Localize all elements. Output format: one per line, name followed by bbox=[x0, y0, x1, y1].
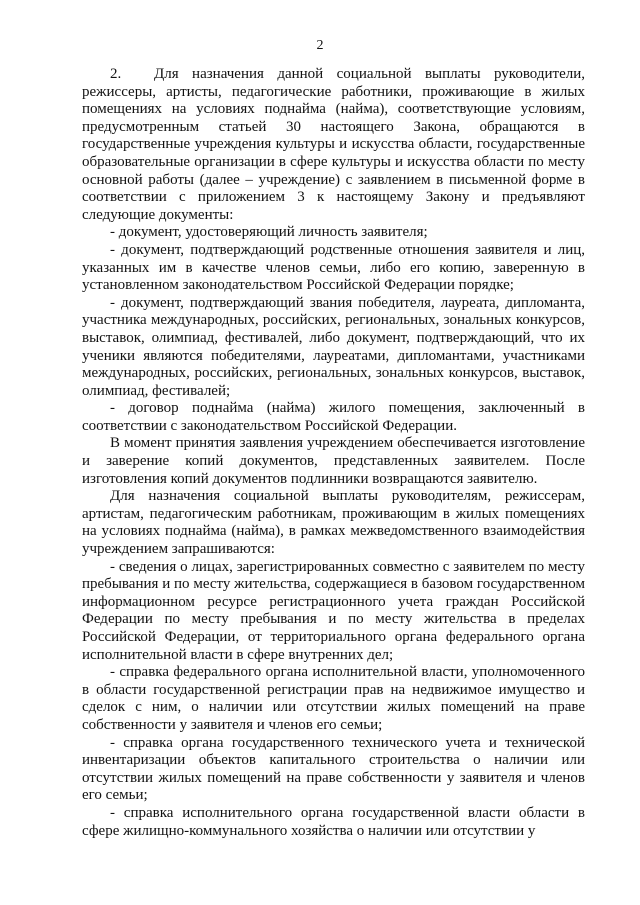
list-item-kinship-document: - документ, подтверждающий родственные отношения заявителя и лиц, указанных им в качестве членов семьи, либо его копию, заверенную в установленном законодательством Российской Федерации порядке; bbox=[82, 241, 585, 294]
list-item-registration-info: - сведения о лицах, зарегистрированных совместно с заявителем по месту пребывания и по месту жительства, содержащиеся в базовом государственном информационном ресурсе регистрационного учета граждан Российской Федерации по месту пребывания и по месту жительства в пределах Российской Федерации, от территориального органа федерального органа исполнительной власти в сфере внутренних дел; bbox=[82, 558, 585, 663]
paragraph-interagency-requests: Для назначения социальной выплаты руководителям, режиссерам, артистам, педагогическим работникам, проживающим в жилых помещениях на условиях поднайма (найма), в рамках межведомственного взаимодействия учреждением запрашиваются: bbox=[82, 488, 585, 558]
clause-number: 2. bbox=[110, 66, 122, 82]
list-item-title-document: - документ, подтверждающий звания победителя, лауреата, дипломанта, участника международных, российских, региональных, зональных конкурсов, выставок, олимпиад, фестивалей, либо документ, подтверждающий, что их ученики являются победителями, лауреатами, дипломантами, участниками международных, российских, региональных, зональных конкурсов, выставок, олимпиад, фестивалей; bbox=[82, 294, 585, 399]
paragraph-clause-2 bbox=[82, 66, 585, 224]
document-body bbox=[82, 66, 585, 840]
page-number: 2 bbox=[316, 38, 324, 53]
paragraph-text: Для назначения данной социальной выплаты руководители, режиссеры, артисты, педагогические работники, проживающие в жилых помещениях на условиях поднайма (найма), соответствующие условиям, предусмотренным статьей 30 настоящего Закона, обращаются в государственные учреждения культуры и искусства области, государственные образовательные организации в сфере культуры и искусства области по месту основной работы (далее – учреждение) с заявлением в письменной форме в соответствии с приложением 3 к настоящему Закону и предъявляют следующие документы: bbox=[82, 66, 585, 223]
list-item-sublease-contract: - договор поднайма (найма) жилого помещения, заключенный в соответствии с законодательством Российской Федерации. bbox=[82, 400, 585, 434]
paragraph-copies: В момент принятия заявления учреждением обеспечивается изготовление и заверение копий документов, представленных заявителем. После изготовления копий документов подлинники возвращаются заявителю. bbox=[82, 435, 585, 487]
list-item-identity-document: - документ, удостоверяющий личность заявителя; bbox=[110, 224, 428, 241]
list-item-technical-inventory-certificate: - справка органа государственного технического учета и технической инвентаризации объектов капитального строительства о наличии или отсутствии жилых помещений на праве собственности у заявителя и членов его семьи; bbox=[82, 734, 585, 804]
list-item-housing-authority-certificate: - справка исполнительного органа государственной власти области в сфере жилищно-коммунального хозяйства о наличии или отсутствии у bbox=[82, 804, 585, 839]
list-item-property-registry-certificate: - справка федерального органа исполнительной власти, уполномоченного в области государственной регистрации прав на недвижимое имущество и сделок с ним, о наличии или отсутствии жилых помещений на праве собственности у заявителя и членов его семьи; bbox=[82, 664, 585, 733]
